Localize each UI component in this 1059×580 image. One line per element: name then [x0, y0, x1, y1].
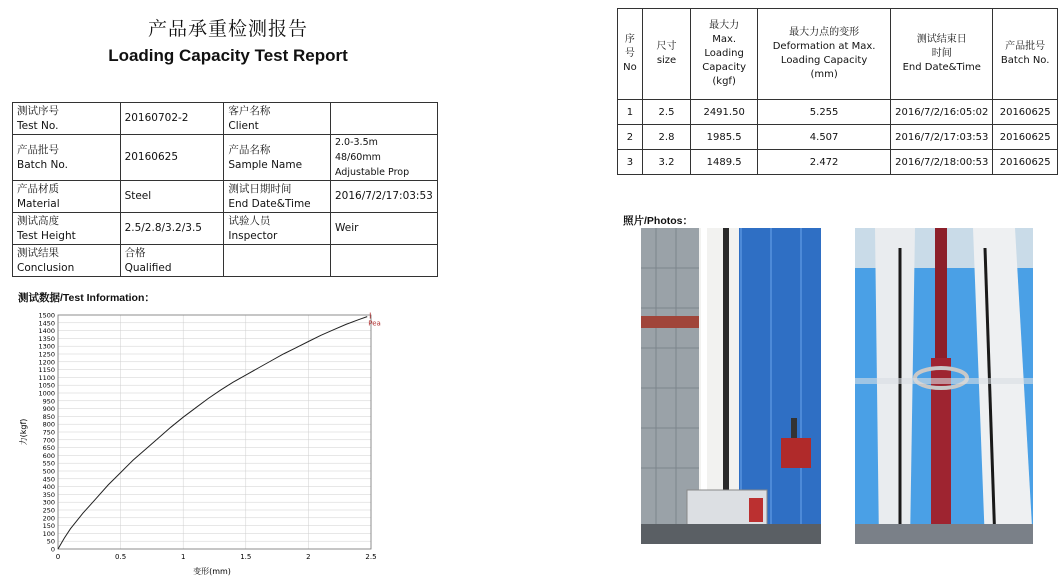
y-tick-label: 200 — [42, 514, 55, 523]
y-tick-label: 1300 — [38, 342, 55, 351]
cell-max: 2491.50 — [691, 100, 758, 125]
x-axis-label: 变形(mm) — [193, 567, 231, 576]
y-tick-label: 350 — [42, 490, 55, 499]
y-tick-label: 1500 — [38, 311, 55, 320]
label-cell: 测试结果 Conclusion — [13, 245, 121, 277]
label-cell: 测试高度 Test Height — [13, 213, 121, 245]
y-tick-label: 1150 — [38, 366, 55, 375]
cell-no: 2 — [618, 125, 643, 150]
header-max-load: 最大力 Max. Loading Capacity (kgf) — [691, 9, 758, 100]
load-curve — [58, 317, 367, 549]
cell-size: 3.2 — [642, 150, 690, 175]
peak-annotation: Pea — [368, 319, 381, 328]
cell-end: 2016/7/2/18:00:53 — [891, 150, 993, 175]
value-cell: 2.0-3.5m 48/60mm Adjustable Prop — [330, 135, 437, 181]
table-row — [618, 125, 1058, 150]
label-cell: 测试序号 Test No. — [13, 103, 121, 135]
cell-def: 4.507 — [758, 125, 891, 150]
y-tick-label: 1000 — [38, 389, 55, 398]
y-tick-label: 500 — [42, 467, 55, 476]
value-cell: Steel — [120, 181, 224, 213]
load-deformation-chart — [12, 306, 407, 578]
label-cell: 产品批号 Batch No. — [13, 135, 121, 181]
x-tick-label: 1.5 — [240, 553, 252, 561]
chart-grid-horizontal — [58, 315, 371, 549]
y-tick-label: 1200 — [38, 358, 55, 367]
empty-cell — [224, 245, 331, 277]
report-title-cn: 产品承重检测报告 — [147, 18, 308, 40]
cell-size: 2.8 — [642, 125, 690, 150]
y-tick-label: 400 — [42, 483, 55, 492]
y-tick-label: 0 — [50, 545, 55, 554]
cell-def: 5.255 — [758, 100, 891, 125]
x-tick-label: 2 — [306, 553, 311, 561]
y-tick-label: 50 — [46, 537, 55, 546]
prop-under-test-photo — [855, 228, 1033, 544]
header-no: 序号 No — [618, 9, 643, 100]
x-tick-label: 0.5 — [115, 553, 127, 561]
value-cell: 2.5/2.8/3.2/3.5 — [120, 213, 224, 245]
label-cell: 产品名称 Sample Name — [224, 135, 331, 181]
results-table — [617, 8, 1058, 175]
y-tick-label: 950 — [42, 397, 55, 406]
value-cell — [330, 103, 437, 135]
label-cell: 测试日期时间 End Date&Time — [224, 181, 331, 213]
cell-batch: 20160625 — [993, 100, 1058, 125]
table-row — [13, 135, 438, 181]
y-tick-label: 1050 — [38, 381, 55, 390]
table-row — [13, 181, 438, 213]
label-cell: 试验人员 Inspector — [224, 213, 331, 245]
header-deformation: 最大力点的变形 Deformation at Max. Loading Capacity (mm) — [758, 9, 891, 100]
value-cell: 合格 Qualified — [120, 245, 224, 277]
x-tick-label: 0 — [55, 553, 61, 561]
cell-no: 3 — [618, 150, 643, 175]
y-tick-label: 1250 — [38, 350, 55, 359]
y-tick-label: 900 — [42, 405, 55, 414]
table-header-row — [618, 9, 1058, 100]
y-tick-labels — [38, 312, 55, 554]
y-tick-label: 700 — [42, 436, 55, 445]
table-row — [13, 213, 438, 245]
table-row — [13, 103, 438, 135]
cell-end: 2016/7/2/17:03:53 — [891, 125, 993, 150]
header-batch: 产品批号 Batch No. — [993, 9, 1058, 100]
cell-end: 2016/7/2/16:05:02 — [891, 100, 993, 125]
y-tick-label: 100 — [42, 529, 55, 538]
y-tick-label: 800 — [42, 420, 55, 429]
label-cell: 客户名称 Client — [224, 103, 331, 135]
info-table — [12, 102, 438, 277]
empty-cell — [330, 245, 437, 277]
header-size: 尺寸 size — [642, 9, 690, 100]
table-row — [13, 245, 438, 277]
cell-max: 1489.5 — [691, 150, 758, 175]
photos-label: 照片/Photos： — [623, 215, 693, 227]
y-tick-label: 150 — [42, 522, 55, 531]
y-tick-label: 550 — [42, 459, 55, 468]
y-tick-label: 1350 — [38, 334, 55, 343]
y-tick-label: 1400 — [38, 327, 55, 336]
y-tick-label: 250 — [42, 506, 55, 515]
value-cell: 20160625 — [120, 135, 224, 181]
y-tick-label: 600 — [42, 451, 55, 460]
cell-max: 1985.5 — [691, 125, 758, 150]
value-cell: 20160702-2 — [120, 103, 224, 135]
x-tick-label: 2.5 — [365, 553, 377, 561]
header-end-time: 测试结束日 时间 End Date&Time — [891, 9, 993, 100]
value-cell: 2016/7/2/17:03:53 — [330, 181, 437, 213]
y-tick-label: 1100 — [38, 373, 55, 382]
table-row — [618, 100, 1058, 125]
y-tick-label: 300 — [42, 498, 55, 507]
y-tick-label: 650 — [42, 444, 55, 453]
y-tick-label: 850 — [42, 412, 55, 421]
report-title-en: Loading Capacity Test Report — [108, 46, 348, 65]
y-tick-label: 450 — [42, 475, 55, 484]
x-tick-label: 1 — [180, 553, 186, 561]
cell-def: 2.472 — [758, 150, 891, 175]
value-cell: Weir — [330, 213, 437, 245]
y-tick-label: 1450 — [38, 319, 55, 328]
cell-no: 1 — [618, 100, 643, 125]
cell-batch: 20160625 — [993, 125, 1058, 150]
test-machine-photo — [641, 228, 821, 544]
test-info-label: 测试数据/Test Information： — [18, 292, 155, 304]
cell-batch: 20160625 — [993, 150, 1058, 175]
y-axis-label: 力(kgf) — [19, 418, 28, 446]
y-tick-label: 750 — [42, 428, 55, 437]
x-tick-labels — [56, 553, 377, 561]
table-row — [618, 150, 1058, 175]
label-cell: 产品材质 Material — [13, 181, 121, 213]
cell-size: 2.5 — [642, 100, 690, 125]
